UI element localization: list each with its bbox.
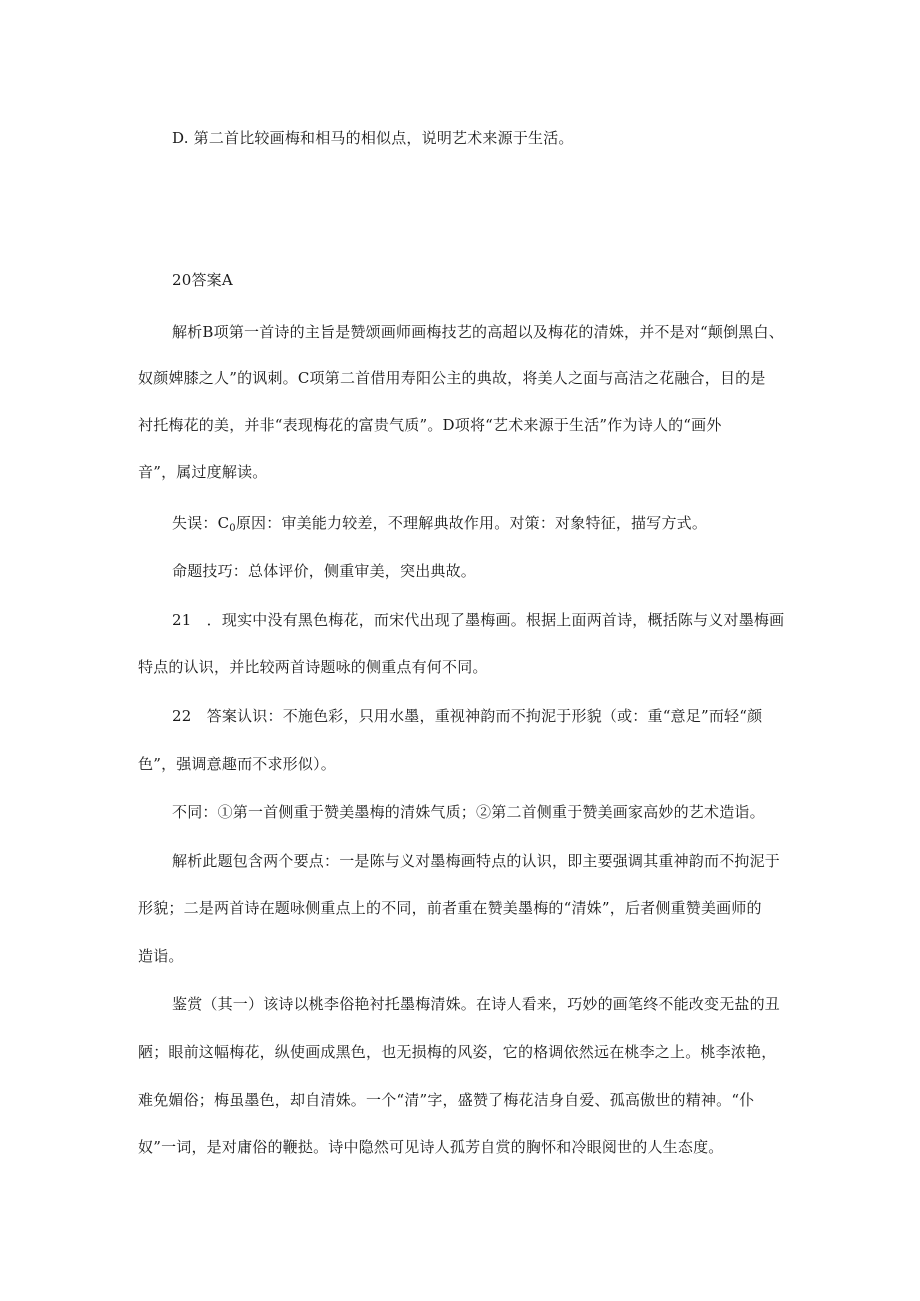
- technique: 命题技巧：总体评价，侧重审美，突出典故。: [172, 562, 477, 580]
- analysis-20-line-1: 解析B项第一首诗的主旨是赞颂画师画梅技艺的高超以及梅花的清姝，并不是对“颠倒黑白、: [172, 323, 784, 341]
- question-21-line-1: 21 ．现实中没有黑色梅花，而宋代出现了墨梅画。根据上面两首诗，概括陈与义对墨梅画: [172, 611, 785, 629]
- answer-22-line-2: 色”，强调意趣而不求形似）。: [138, 755, 336, 773]
- analysis-20-line-2: 奴颜婢膝之人”的讽刺。C项第二首借用寿阳公主的典故，将美人之面与高洁之花融合，目的是: [138, 369, 766, 387]
- error-subscript: 0: [229, 523, 236, 534]
- analysis-20-line-4: 音”，属过度解读。: [138, 463, 268, 481]
- question-21-line-2: 特点的认识，并比较两首诗题咏的侧重点有何不同。: [138, 658, 488, 676]
- analysis-20-line-3: 衬托梅花的美，并非“表现梅花的富贵气质”。D项将“艺术来源于生活”作为诗人的“画外: [138, 416, 722, 434]
- analysis-22-line-2: 形貌；二是两首诗在题咏侧重点上的不同，前者重在赞美墨梅的“清姝”，后者侧重赞美画师的: [138, 899, 762, 917]
- answer-22-line-1: 22 答案认识：不施色彩，只用水墨，重视神韵而不拘泥于形貌（或：重“意足”而轻“颜: [172, 707, 763, 725]
- answer-20: 20答案A: [172, 271, 233, 289]
- analysis-22-line-1: 解析此题包含两个要点：一是陈与义对墨梅画特点的认识，即主要强调其重神韵而不拘泥于: [172, 852, 781, 870]
- error-rest: 原因：审美能力较差，不理解典故作用。对策：对象特征，描写方式。: [235, 514, 708, 532]
- difference: 不同：①第一首侧重于赞美墨梅的清姝气质；②第二首侧重于赞美画家高妙的艺术造诣。: [172, 803, 765, 821]
- appreciation-line-4: 奴”一词，是对庸俗的鞭挞。诗中隐然可见诗人孤芳自赏的胸怀和冷眼阅世的人生态度。: [138, 1138, 724, 1156]
- appreciation-line-2: 陋；眼前这幅梅花，纵使画成黑色，也无损梅的风姿，它的格调依然远在桃李之上。桃李浓艳，: [138, 1043, 777, 1061]
- error-analysis: [172, 513, 707, 533]
- appreciation-line-3: 难免媚俗；梅虽墨色，却自清姝。一个“清”字，盛赞了梅花洁身自爱、孤高傲世的精神。“仆: [138, 1091, 755, 1109]
- appreciation-line-1: 鉴赏（其一）该诗以桃李俗艳衬托墨梅清姝。在诗人看来，巧妙的画笔终不能改变无盐的丑: [172, 995, 781, 1013]
- analysis-22-line-3: 造诣。: [138, 947, 184, 965]
- error-prefix: 失误：C: [172, 514, 230, 532]
- option-d: D. 第二首比较画梅和相马的相似点，说明艺术来源于生活。: [172, 129, 574, 147]
